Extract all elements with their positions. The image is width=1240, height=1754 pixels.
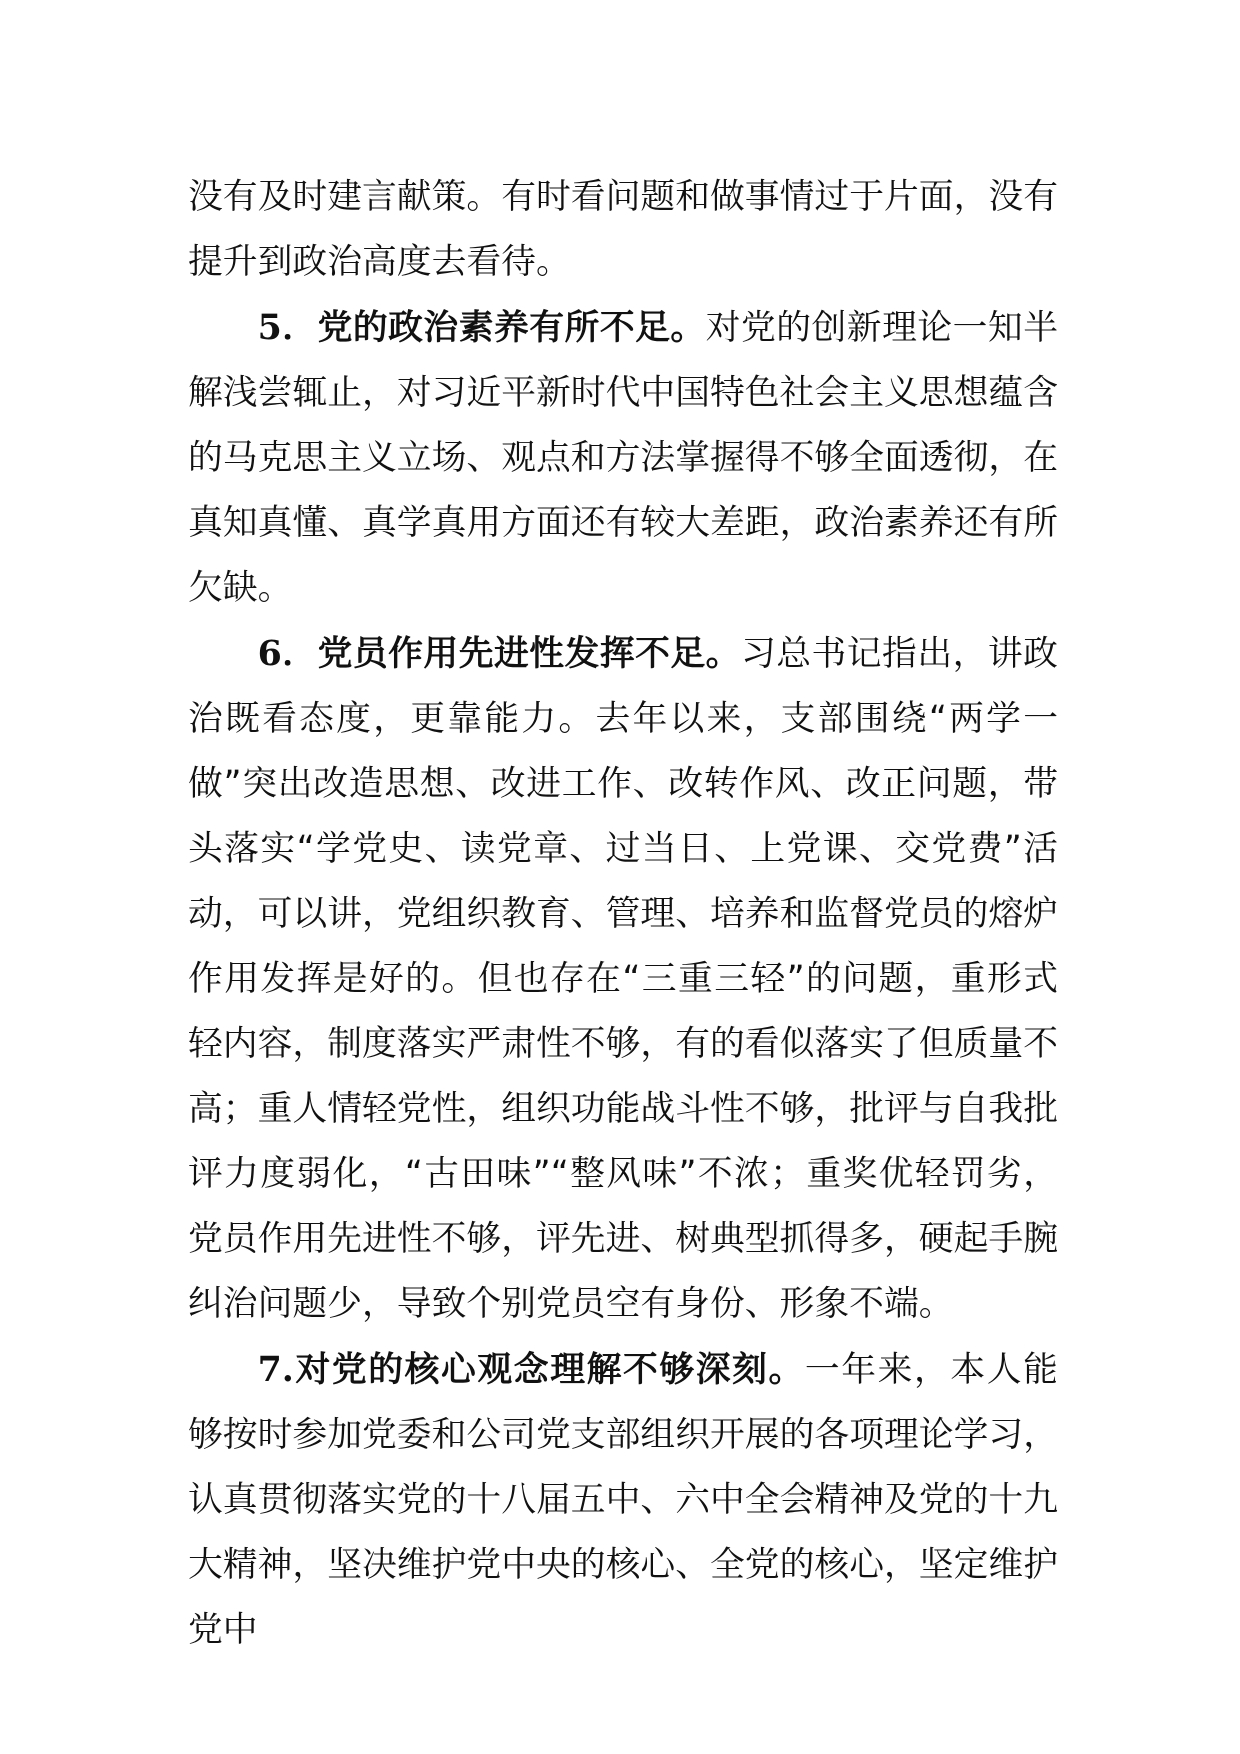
item-number: 6． (257, 633, 318, 674)
item-heading: 党的政治素养有所不足。 (317, 308, 706, 348)
paragraph-text: 对党的创新理论一知半解浅尝辄止，对习近平新时代中国特色社会主义思想蕴含的马克思主义立场、观点和方法掌握得不够全面透彻，在真知真懂、真学真用方面还有较大差距，政治素养还有所欠缺。 (188, 308, 1058, 608)
item-number: 7. (257, 1349, 294, 1390)
paragraph-6 (188, 621, 1058, 1337)
paragraph-text: 没有及时建言献策。有时看问题和做事情过于片面，没有提升到政治高度去看待。 (188, 177, 1058, 282)
item-number: 5． (257, 307, 318, 348)
item-heading: 对党的核心观念理解不够深刻。 (293, 1350, 805, 1390)
paragraph-continuation (188, 165, 1058, 295)
paragraph-text: 习总书记指出，讲政治既看态度，更靠能力。去年以来，支部围绕“两学一做”突出改造思想、改进工作、改转作风、改正问题，带头落实“学党史、读党章、过当日、上党课、交党费”活动，可以讲，党组织教育、管理、培养和监督党员的熔炉作用发挥是好的。但也存在“三重三轻”的问题，重形式轻内容，制度落实严肃性不够，有的看似落实了但质量不高；重人情轻党性，组织功能战斗性不够，批评与自我批评力度弱化，“古田味”“整风味”不浓；重奖优轻罚劣，党员作用先进性不够，评先进、树典型抓得多，硬起手腕纠治问题少，导致个别党员空有身份、形象不端。 (188, 634, 1058, 1324)
document-page (188, 165, 1058, 1663)
paragraph-7 (188, 1337, 1058, 1663)
paragraph-text: 一年来，本人能够按时参加党委和公司党支部组织开展的各项理论学习，认真贯彻落实党的十八届五中、六中全会精神及党的十九大精神，坚决维护党中央的核心、全党的核心，坚定维护党中 (188, 1350, 1058, 1650)
paragraph-5 (188, 295, 1058, 621)
item-heading: 党员作用先进性发挥不足。 (317, 634, 741, 674)
